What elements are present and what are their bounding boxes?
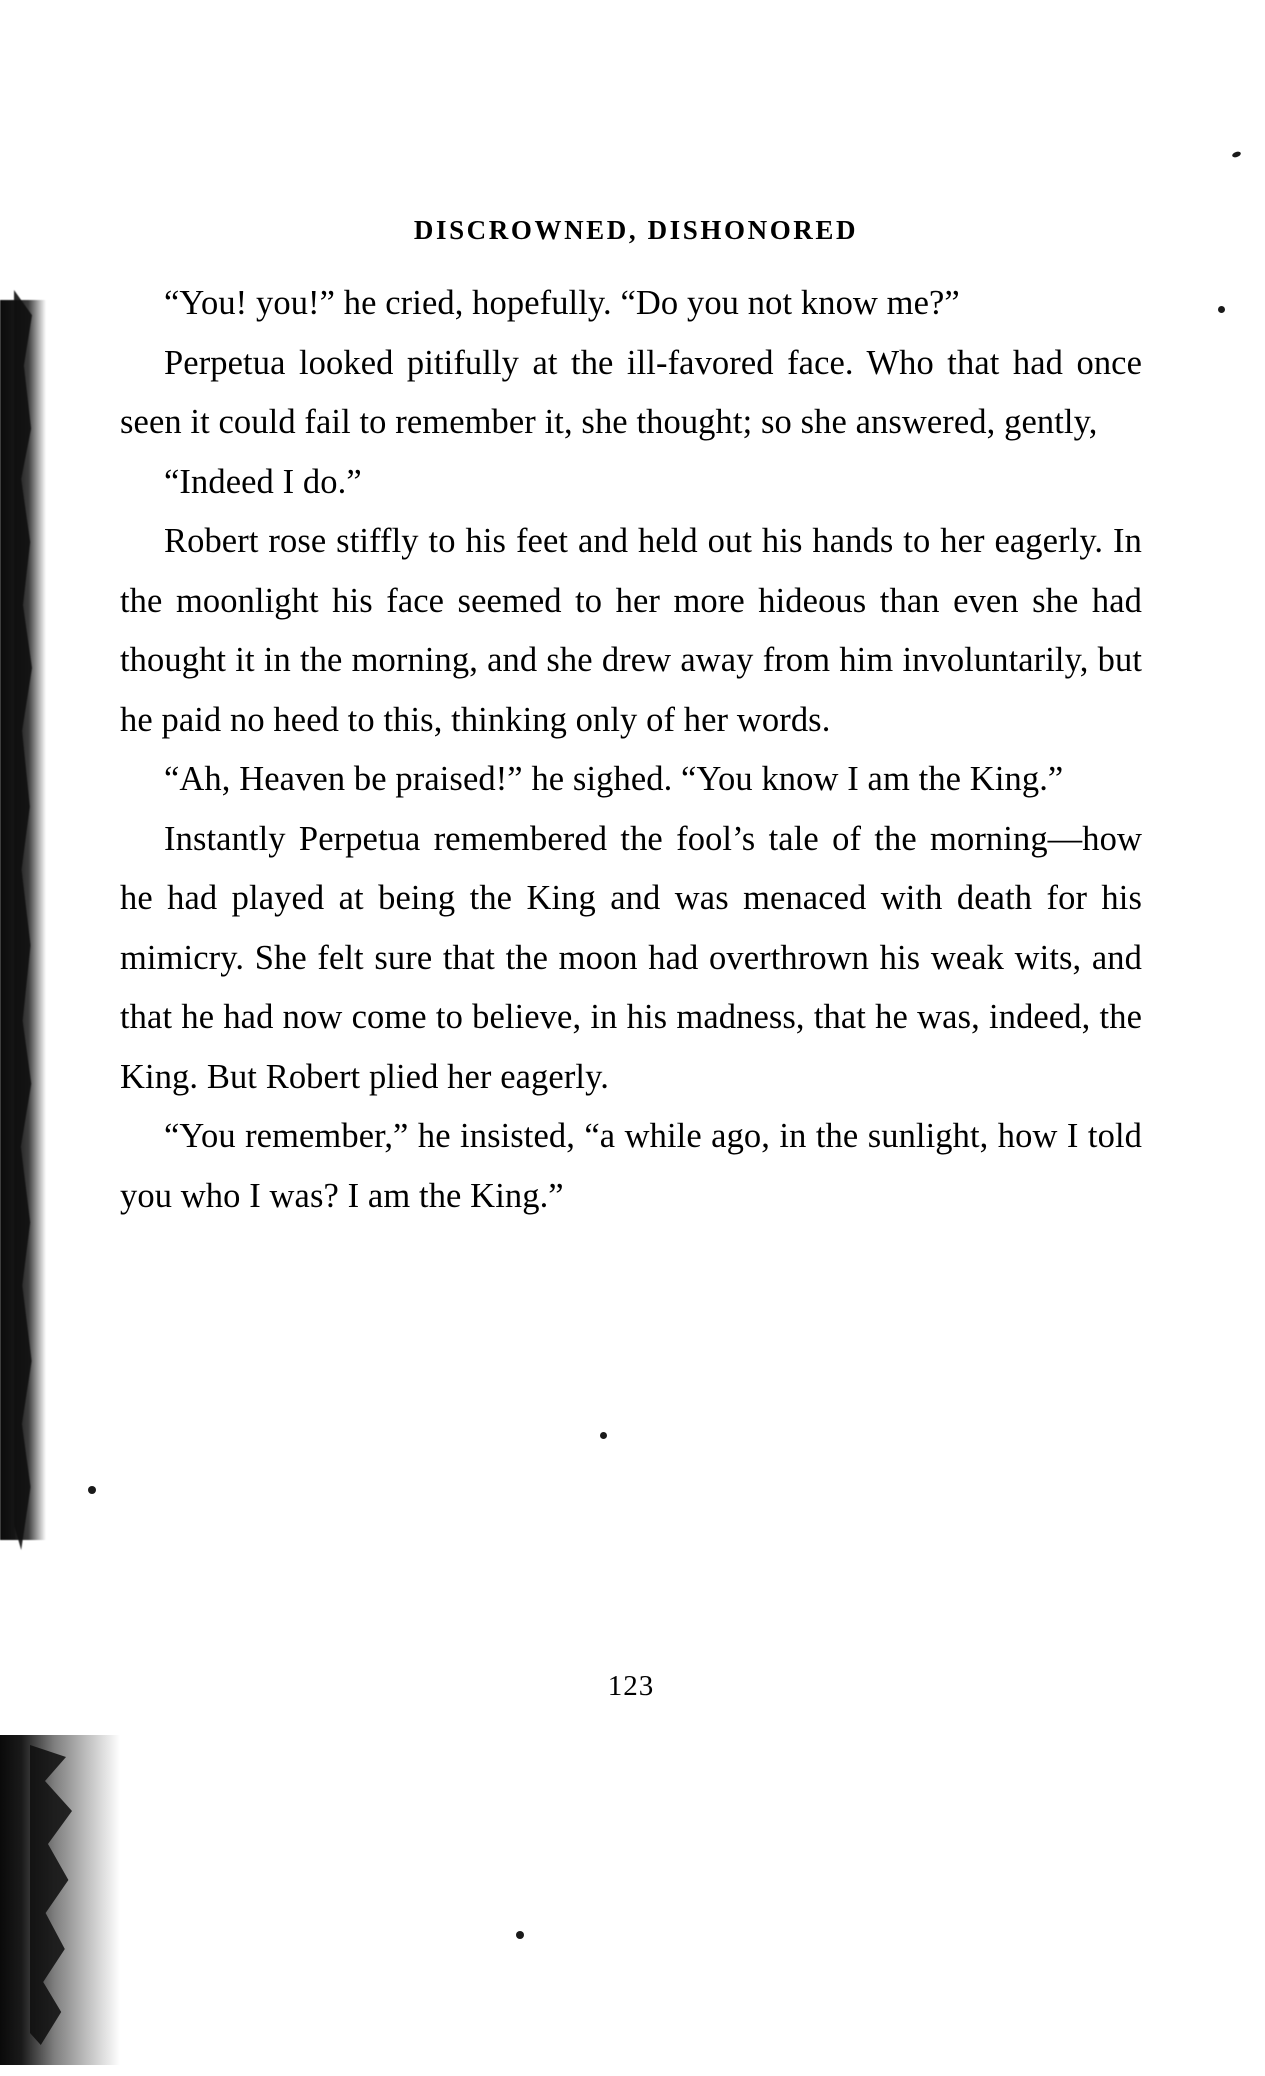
speck-artifact — [1231, 151, 1241, 159]
speck-artifact — [516, 1931, 524, 1939]
page-number: 123 — [607, 1670, 655, 1702]
paragraph: Robert rose stiffly to his feet and held out his hands to her eagerly. In the moonlight his face seemed to her more hideous than even she had thought it in the morning, and she drew away from him involuntarily, but he paid no heed to this, thinking only of her words. — [120, 522, 1142, 739]
running-head: DISCROWNED, DISHONORED — [413, 215, 859, 245]
paragraph: “Ah, Heaven be praised!” he sighed. “You know I am the King.” — [164, 760, 1064, 798]
scan-edge-artifact-lower — [0, 1735, 120, 2065]
speck-artifact — [1218, 306, 1225, 313]
paragraph: “You remember,” he insisted, “a while ago, in the sunlight, how I told you who I was? I am the King.” — [120, 1117, 1142, 1215]
scan-edge-artifact — [0, 300, 46, 1540]
paragraph: Perpetua looked pitifully at the ill-favored face. Who that had once seen it could fail to remember it, she thought; so she answered, gently, — [120, 343, 1142, 441]
page-content — [120, 215, 1142, 1702]
paragraph: “Indeed I do.” — [164, 462, 362, 501]
body-text — [120, 274, 1142, 1226]
paragraph: “You! you!” he cried, hopefully. “Do you not know me?” — [164, 284, 960, 322]
speck-artifact — [88, 1486, 96, 1494]
paragraph: Instantly Perpetua remembered the fool’s tale of the morning—how he had played at being the King and was menaced with death for his mimicry. She felt sure that the moon had overthrown his weak wits, and that he had now come to believe, in his madness, that he was, indeed, the King. But Robert plied her eagerly. — [120, 819, 1142, 1096]
speck-artifact — [600, 1432, 607, 1439]
